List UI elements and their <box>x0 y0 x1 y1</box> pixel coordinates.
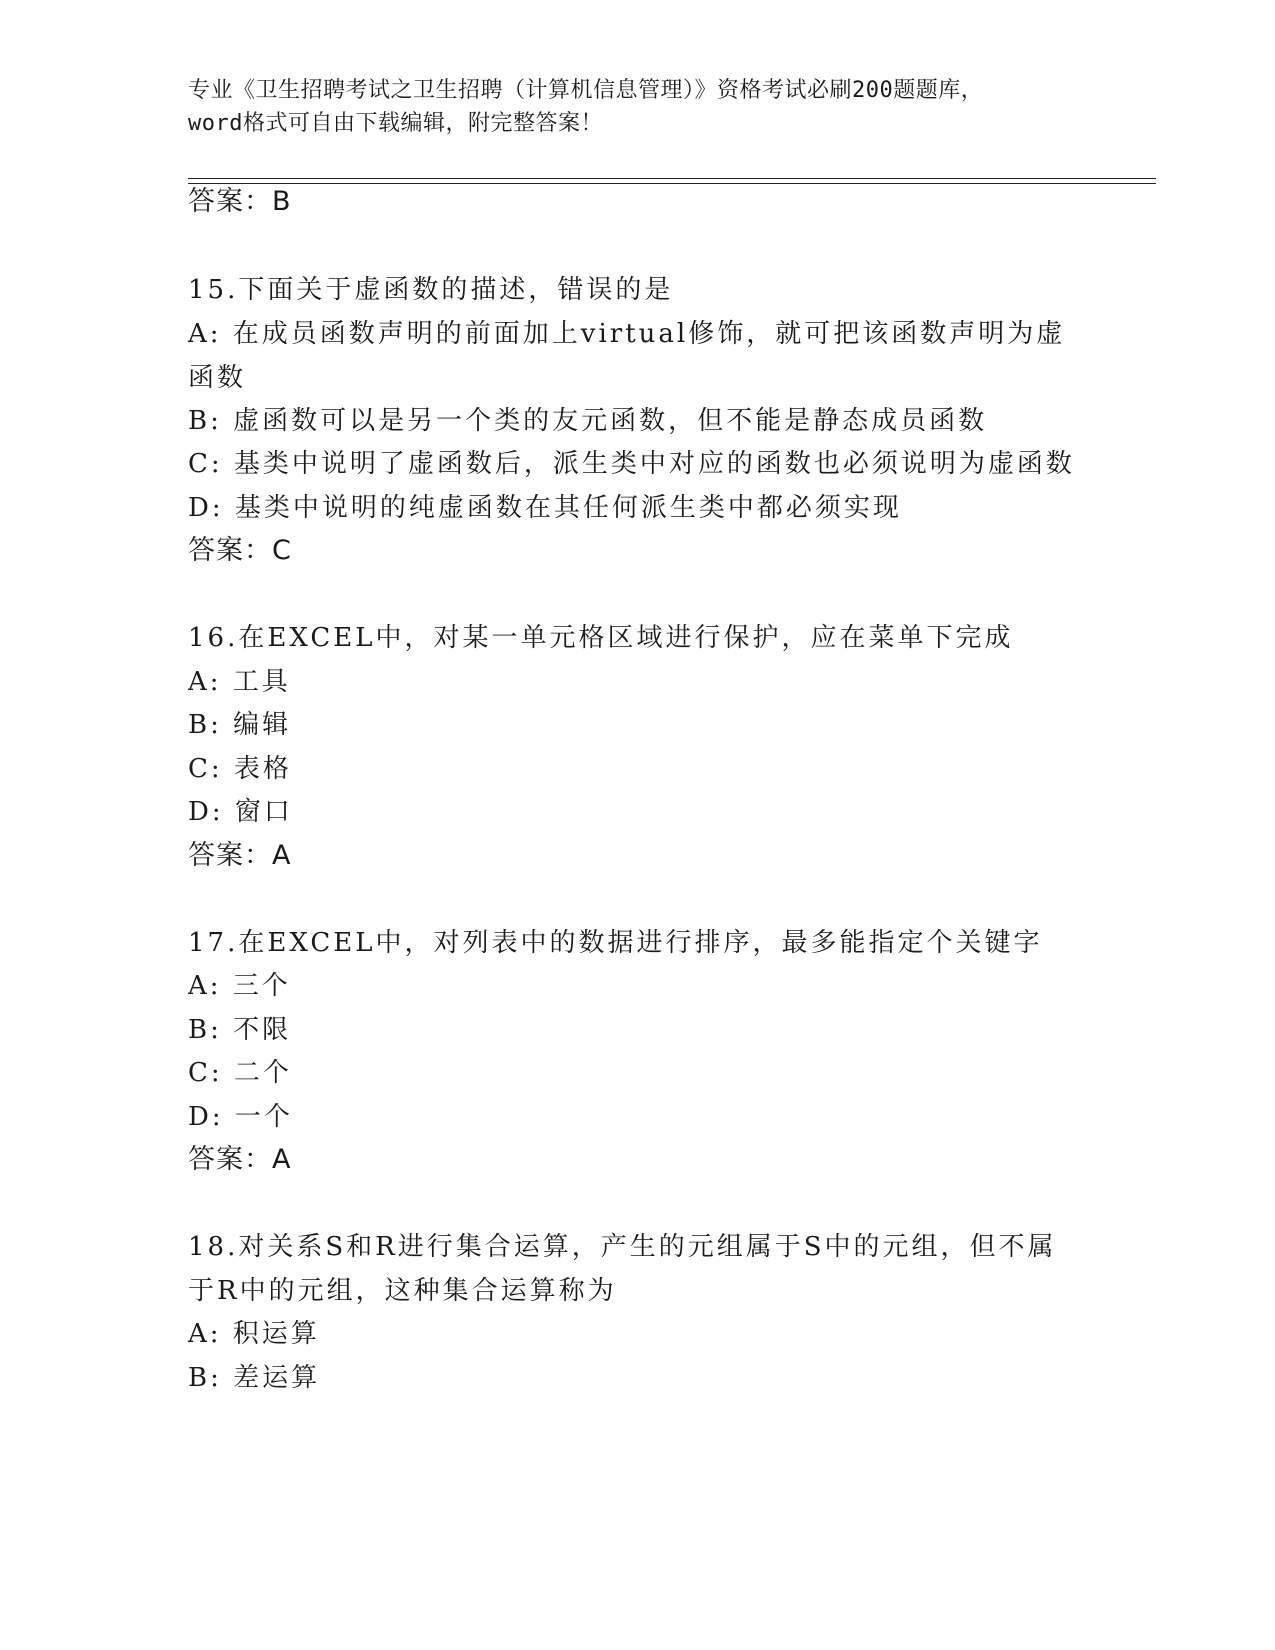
q16-answer: 答案：A <box>188 840 292 871</box>
header-line-2: word格式可自由下载编辑，附完整答案！ <box>188 111 603 136</box>
q16-option-c: C: 表格 <box>188 754 292 784</box>
answer-14: 答案：B <box>188 186 292 217</box>
q15-option-d: D: 基类中说明的纯虚函数在其任何派生类中都必须实现 <box>188 493 902 523</box>
q15-option-c: C: 基类中说明了虚函数后，派生类中对应的函数也必须说明为虚函数 <box>188 449 1075 479</box>
header-divider-bottom <box>188 183 1156 184</box>
q17-answer: 答案：A <box>188 1144 292 1175</box>
header-line-1: 专业《卫生招聘考试之卫生招聘（计算机信息管理）》资格考试必刷200题题库， <box>188 78 984 103</box>
q16-option-a: A: 工具 <box>188 667 291 697</box>
q18-option-b: B: 差运算 <box>188 1363 321 1393</box>
q16-option-d: D: 窗口 <box>188 797 293 827</box>
q15-option-a: A: 在成员函数声明的前面加上virtual修饰，就可把该函数声明为虚 <box>188 319 1066 349</box>
question-18-continued: 于R中的元组，这种集合运算称为 <box>188 1276 617 1306</box>
header-divider-top <box>188 178 1156 179</box>
q17-option-d: D: 一个 <box>188 1102 293 1132</box>
q15-answer: 答案：C <box>188 535 292 566</box>
question-15: 15.下面关于虚函数的描述，错误的是 <box>188 275 674 305</box>
q17-option-b: B: 不限 <box>188 1015 292 1045</box>
q17-option-a: A: 三个 <box>188 971 291 1001</box>
question-16: 16.在EXCEL中，对某一单元格区域进行保护，应在菜单下完成 <box>188 623 1014 653</box>
document-header <box>188 74 1088 140</box>
question-18: 18.对关系S和R进行集合运算，产生的元组属于S中的元组，但不属 <box>188 1232 1057 1262</box>
q15-option-a-continued: 函数 <box>188 363 247 393</box>
q18-option-a: A: 积运算 <box>188 1319 320 1349</box>
q15-option-b: B: 虚函数可以是另一个类的友元函数，但不能是静态成员函数 <box>188 406 988 436</box>
q17-option-c: C: 二个 <box>188 1058 292 1088</box>
q16-option-b: B: 编辑 <box>188 710 292 740</box>
question-17: 17.在EXCEL中，对列表中的数据进行排序，最多能指定个关键字 <box>188 928 1043 958</box>
